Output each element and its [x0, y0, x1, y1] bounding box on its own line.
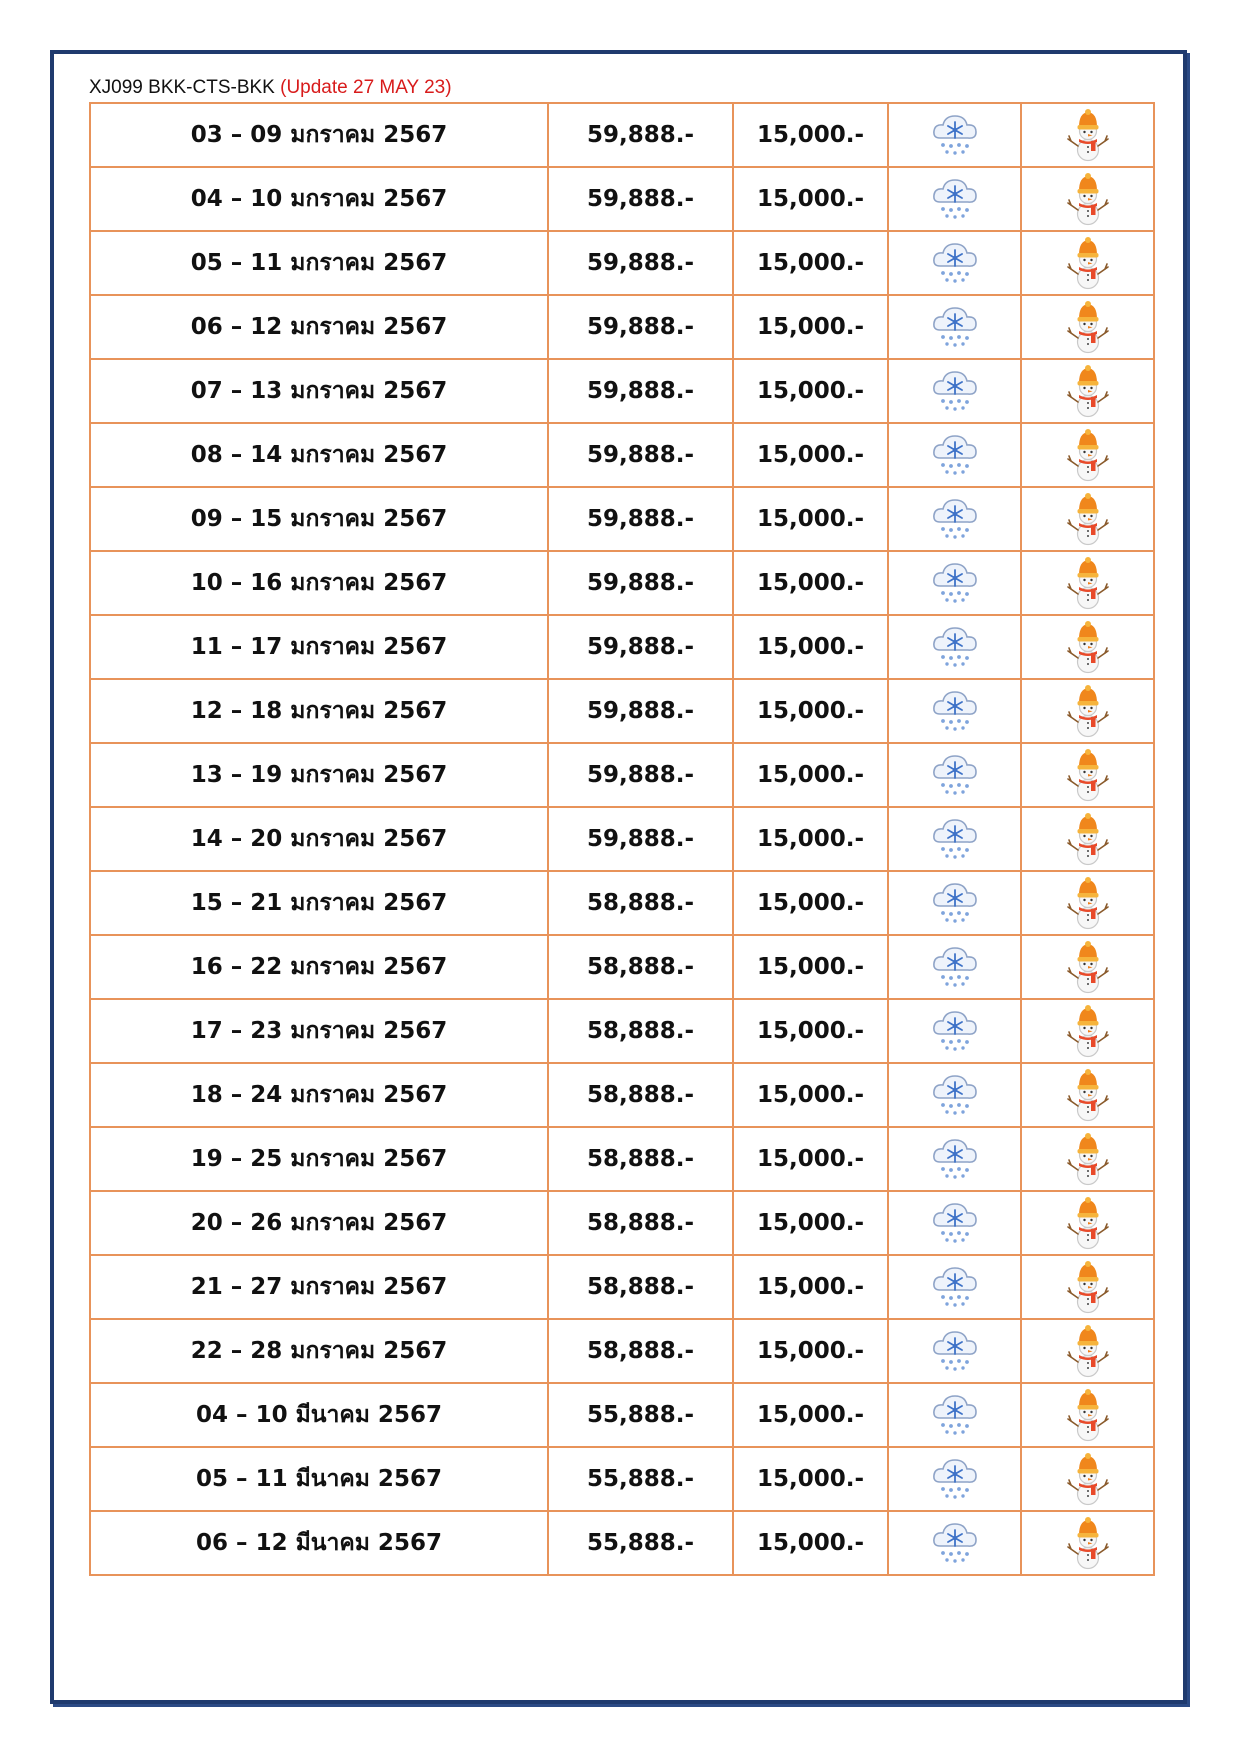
travel-dates-cell: 05 – 11 มีนาคม 2567: [90, 1447, 548, 1511]
deposit-cell: 15,000.-: [733, 231, 888, 295]
mascot-cell: [1021, 871, 1154, 935]
table-row: [90, 231, 1154, 295]
snow-cloud-icon: [930, 108, 980, 162]
snowman-icon: [1063, 300, 1113, 354]
price-cell: 59,888.-: [548, 807, 733, 871]
table-row: [90, 295, 1154, 359]
snowman-icon: [1063, 812, 1113, 866]
deposit-cell: 15,000.-: [733, 1063, 888, 1127]
travel-dates-cell: 08 – 14 มกราคม 2567: [90, 423, 548, 487]
table-row: [90, 935, 1154, 999]
snow-cloud-icon: [930, 236, 980, 290]
price-cell: 59,888.-: [548, 359, 733, 423]
weather-cell: [888, 1255, 1021, 1319]
travel-dates-cell: 22 – 28 มกราคม 2567: [90, 1319, 548, 1383]
mascot-cell: [1021, 679, 1154, 743]
price-cell: 59,888.-: [548, 167, 733, 231]
price-cell: 55,888.-: [548, 1383, 733, 1447]
snow-cloud-icon: [930, 364, 980, 418]
travel-dates-cell: 17 – 23 มกราคม 2567: [90, 999, 548, 1063]
travel-dates-cell: 06 – 12 มกราคม 2567: [90, 295, 548, 359]
weather-cell: [888, 1383, 1021, 1447]
mascot-cell: [1021, 551, 1154, 615]
mascot-cell: [1021, 935, 1154, 999]
table-row: [90, 1255, 1154, 1319]
table-row: [90, 1127, 1154, 1191]
travel-dates-cell: 04 – 10 มกราคม 2567: [90, 167, 548, 231]
deposit-cell: 15,000.-: [733, 871, 888, 935]
deposit-cell: 15,000.-: [733, 1191, 888, 1255]
deposit-cell: 15,000.-: [733, 295, 888, 359]
travel-dates-cell: 05 – 11 มกราคม 2567: [90, 231, 548, 295]
snowman-icon: [1063, 876, 1113, 930]
price-cell: 59,888.-: [548, 743, 733, 807]
table-row: [90, 679, 1154, 743]
deposit-cell: 15,000.-: [733, 807, 888, 871]
travel-dates-cell: 18 – 24 มกราคม 2567: [90, 1063, 548, 1127]
snowman-icon: [1063, 1196, 1113, 1250]
deposit-cell: 15,000.-: [733, 167, 888, 231]
weather-cell: [888, 1447, 1021, 1511]
price-table: [89, 102, 1155, 1576]
weather-cell: [888, 167, 1021, 231]
weather-cell: [888, 807, 1021, 871]
snow-cloud-icon: [930, 1068, 980, 1122]
mascot-cell: [1021, 359, 1154, 423]
deposit-cell: 15,000.-: [733, 487, 888, 551]
deposit-cell: 15,000.-: [733, 1319, 888, 1383]
price-cell: 59,888.-: [548, 615, 733, 679]
snow-cloud-icon: [930, 748, 980, 802]
price-cell: 58,888.-: [548, 871, 733, 935]
snow-cloud-icon: [930, 1132, 980, 1186]
snow-cloud-icon: [930, 812, 980, 866]
table-row: [90, 1447, 1154, 1511]
price-cell: 58,888.-: [548, 1319, 733, 1383]
table-row: [90, 167, 1154, 231]
document-header: [89, 77, 452, 99]
price-cell: 58,888.-: [548, 935, 733, 999]
table-row: [90, 1383, 1154, 1447]
mascot-cell: [1021, 1447, 1154, 1511]
weather-cell: [888, 935, 1021, 999]
table-row: [90, 103, 1154, 167]
snow-cloud-icon: [930, 684, 980, 738]
weather-cell: [888, 871, 1021, 935]
price-cell: 55,888.-: [548, 1447, 733, 1511]
table-row: [90, 487, 1154, 551]
travel-dates-cell: 10 – 16 มกราคม 2567: [90, 551, 548, 615]
weather-cell: [888, 1063, 1021, 1127]
update-note: (Update 27 MAY 23): [280, 77, 452, 98]
snow-cloud-icon: [930, 1260, 980, 1314]
snowman-icon: [1063, 748, 1113, 802]
snow-cloud-icon: [930, 1324, 980, 1378]
mascot-cell: [1021, 1063, 1154, 1127]
table-row: [90, 551, 1154, 615]
snowman-icon: [1063, 1324, 1113, 1378]
weather-cell: [888, 423, 1021, 487]
deposit-cell: 15,000.-: [733, 743, 888, 807]
deposit-cell: 15,000.-: [733, 551, 888, 615]
snowman-icon: [1063, 428, 1113, 482]
snow-cloud-icon: [930, 1196, 980, 1250]
price-cell: 59,888.-: [548, 679, 733, 743]
price-cell: 59,888.-: [548, 551, 733, 615]
snow-cloud-icon: [930, 940, 980, 994]
travel-dates-cell: 14 – 20 มกราคม 2567: [90, 807, 548, 871]
price-cell: 58,888.-: [548, 999, 733, 1063]
weather-cell: [888, 487, 1021, 551]
snow-cloud-icon: [930, 300, 980, 354]
table-row: [90, 807, 1154, 871]
deposit-cell: 15,000.-: [733, 1255, 888, 1319]
snowman-icon: [1063, 1452, 1113, 1506]
mascot-cell: [1021, 423, 1154, 487]
travel-dates-cell: 06 – 12 มีนาคม 2567: [90, 1511, 548, 1575]
travel-dates-cell: 21 – 27 มกราคม 2567: [90, 1255, 548, 1319]
price-cell: 58,888.-: [548, 1255, 733, 1319]
weather-cell: [888, 999, 1021, 1063]
snow-cloud-icon: [930, 620, 980, 674]
snowman-icon: [1063, 620, 1113, 674]
mascot-cell: [1021, 1383, 1154, 1447]
mascot-cell: [1021, 743, 1154, 807]
mascot-cell: [1021, 167, 1154, 231]
weather-cell: [888, 1319, 1021, 1383]
table-row: [90, 871, 1154, 935]
price-cell: 59,888.-: [548, 103, 733, 167]
deposit-cell: 15,000.-: [733, 935, 888, 999]
table-row: [90, 1063, 1154, 1127]
mascot-cell: [1021, 295, 1154, 359]
snowman-icon: [1063, 1388, 1113, 1442]
mascot-cell: [1021, 1511, 1154, 1575]
travel-dates-cell: 15 – 21 มกราคม 2567: [90, 871, 548, 935]
table-row: [90, 1319, 1154, 1383]
weather-cell: [888, 231, 1021, 295]
snowman-icon: [1063, 364, 1113, 418]
price-cell: 55,888.-: [548, 1511, 733, 1575]
weather-cell: [888, 1191, 1021, 1255]
travel-dates-cell: 03 – 09 มกราคม 2567: [90, 103, 548, 167]
snowman-icon: [1063, 1260, 1113, 1314]
travel-dates-cell: 04 – 10 มีนาคม 2567: [90, 1383, 548, 1447]
snow-cloud-icon: [930, 172, 980, 226]
travel-dates-cell: 07 – 13 มกราคม 2567: [90, 359, 548, 423]
mascot-cell: [1021, 615, 1154, 679]
deposit-cell: 15,000.-: [733, 679, 888, 743]
snow-cloud-icon: [930, 1004, 980, 1058]
mascot-cell: [1021, 103, 1154, 167]
snow-cloud-icon: [930, 876, 980, 930]
price-table-body: [90, 103, 1154, 1575]
travel-dates-cell: 13 – 19 มกราคม 2567: [90, 743, 548, 807]
snow-cloud-icon: [930, 1388, 980, 1442]
snow-cloud-icon: [930, 556, 980, 610]
table-row: [90, 999, 1154, 1063]
deposit-cell: 15,000.-: [733, 1447, 888, 1511]
travel-dates-cell: 20 – 26 มกราคม 2567: [90, 1191, 548, 1255]
travel-dates-cell: 09 – 15 มกราคม 2567: [90, 487, 548, 551]
weather-cell: [888, 359, 1021, 423]
deposit-cell: 15,000.-: [733, 1511, 888, 1575]
price-cell: 58,888.-: [548, 1127, 733, 1191]
weather-cell: [888, 615, 1021, 679]
mascot-cell: [1021, 1127, 1154, 1191]
weather-cell: [888, 295, 1021, 359]
mascot-cell: [1021, 1191, 1154, 1255]
mascot-cell: [1021, 487, 1154, 551]
weather-cell: [888, 679, 1021, 743]
price-cell: 59,888.-: [548, 487, 733, 551]
snow-cloud-icon: [930, 1452, 980, 1506]
mascot-cell: [1021, 999, 1154, 1063]
mascot-cell: [1021, 231, 1154, 295]
weather-cell: [888, 1127, 1021, 1191]
table-row: [90, 615, 1154, 679]
price-cell: 59,888.-: [548, 295, 733, 359]
deposit-cell: 15,000.-: [733, 615, 888, 679]
price-cell: 58,888.-: [548, 1191, 733, 1255]
snowman-icon: [1063, 492, 1113, 546]
mascot-cell: [1021, 1255, 1154, 1319]
table-row: [90, 1511, 1154, 1575]
table-row: [90, 743, 1154, 807]
snowman-icon: [1063, 1004, 1113, 1058]
mascot-cell: [1021, 1319, 1154, 1383]
weather-cell: [888, 743, 1021, 807]
travel-dates-cell: 11 – 17 มกราคม 2567: [90, 615, 548, 679]
weather-cell: [888, 103, 1021, 167]
snowman-icon: [1063, 172, 1113, 226]
snow-cloud-icon: [930, 1516, 980, 1570]
snow-cloud-icon: [930, 428, 980, 482]
snowman-icon: [1063, 940, 1113, 994]
deposit-cell: 15,000.-: [733, 1127, 888, 1191]
mascot-cell: [1021, 807, 1154, 871]
deposit-cell: 15,000.-: [733, 103, 888, 167]
deposit-cell: 15,000.-: [733, 359, 888, 423]
snowman-icon: [1063, 1516, 1113, 1570]
deposit-cell: 15,000.-: [733, 999, 888, 1063]
snowman-icon: [1063, 1068, 1113, 1122]
tour-code: XJ099 BKK-CTS-BKK: [89, 77, 275, 98]
price-cell: 58,888.-: [548, 1063, 733, 1127]
snowman-icon: [1063, 236, 1113, 290]
table-row: [90, 359, 1154, 423]
snowman-icon: [1063, 684, 1113, 738]
deposit-cell: 15,000.-: [733, 1383, 888, 1447]
travel-dates-cell: 12 – 18 มกราคม 2567: [90, 679, 548, 743]
travel-dates-cell: 19 – 25 มกราคม 2567: [90, 1127, 548, 1191]
travel-dates-cell: 16 – 22 มกราคม 2567: [90, 935, 548, 999]
weather-cell: [888, 551, 1021, 615]
price-cell: 59,888.-: [548, 423, 733, 487]
snowman-icon: [1063, 556, 1113, 610]
weather-cell: [888, 1511, 1021, 1575]
deposit-cell: 15,000.-: [733, 423, 888, 487]
price-cell: 59,888.-: [548, 231, 733, 295]
table-row: [90, 1191, 1154, 1255]
snowman-icon: [1063, 108, 1113, 162]
snowman-icon: [1063, 1132, 1113, 1186]
snow-cloud-icon: [930, 492, 980, 546]
table-row: [90, 423, 1154, 487]
